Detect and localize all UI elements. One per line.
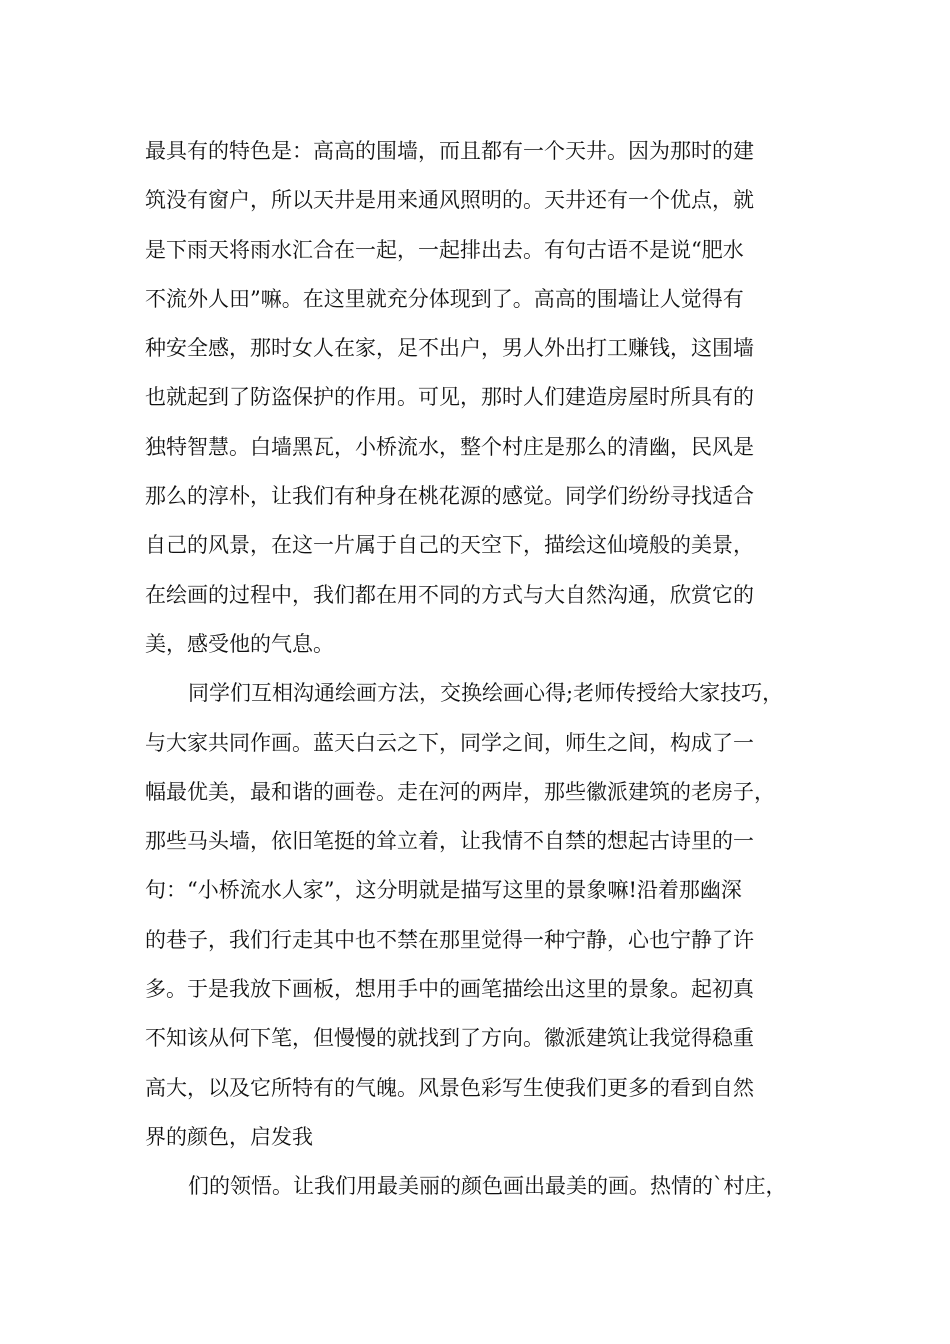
- text-line: 不知该从何下笔，但慢慢的就找到了方向。徽派建筑让我觉得稳重: [145, 1026, 754, 1051]
- text-line: 与大家共同作画。蓝天白云之下，同学之间，师生之间，构成了一: [145, 730, 754, 755]
- text-line: 是下雨天将雨水汇合在一起，一起排出去。有句古语不是说“肥水: [145, 237, 744, 262]
- document-body: [145, 127, 835, 1212]
- text-line: 那么的淳朴，让我们有种身在桃花源的感觉。同学们纷纷寻找适合: [145, 484, 754, 509]
- text-line: 独特智慧。白墙黑瓦，小桥流水，整个村庄是那么的清幽，民风是: [145, 434, 754, 459]
- text-line: 那些马头墙，依旧笔挺的耸立着，让我情不自禁的想起古诗里的一: [145, 829, 754, 854]
- text-line: 美，感受他的气息。: [145, 631, 334, 656]
- text-line: 在绘画的过程中，我们都在用不同的方式与大自然沟通，欣赏它的: [145, 582, 754, 607]
- text-line: 句：“小桥流水人家”，这分明就是描写这里的景象嘛!沿着那幽深: [145, 878, 742, 903]
- text-line: 高大，以及它所特有的气魄。风景色彩写生使我们更多的看到自然: [145, 1075, 754, 1100]
- text-line: 多。于是我放下画板，想用手中的画笔描绘出这里的景象。起初真: [145, 977, 754, 1002]
- text-line: 自己的风景，在这一片属于自己的天空下，描绘这仙境般的美景，: [145, 533, 754, 558]
- text-line: 也就起到了防盗保护的作用。可见，那时人们建造房屋时所具有的: [145, 385, 754, 410]
- text-line: 界的颜色，启发我: [145, 1124, 313, 1149]
- text-line: 不流外人田”嘛。在这里就充分体现到了。高高的围墙让人觉得有: [145, 286, 744, 311]
- text-line: 同学们互相沟通绘画方法，交换绘画心得;老师传授给大家技巧，: [188, 681, 784, 706]
- text-line: 种安全感，那时女人在家，足不出户，男人外出打工赚钱，这围墙: [145, 336, 754, 361]
- paragraph-2: [145, 669, 835, 1162]
- paragraph-1: [145, 127, 835, 669]
- text-line: 的巷子，我们行走其中也不禁在那里觉得一种宁静，心也宁静了许: [145, 927, 754, 952]
- text-line: 筑没有窗户，所以天井是用来通风照明的。天井还有一个优点，就: [145, 188, 754, 213]
- text-line: 最具有的特色是：高高的围墙，而且都有一个天井。因为那时的建: [145, 139, 754, 163]
- text-line: 幅最优美，最和谐的画卷。走在河的两岸，那些徽派建筑的老房子，: [145, 779, 775, 804]
- text-line: 们的领悟。让我们用最美丽的颜色画出最美的画。热情的`村庄，: [188, 1174, 787, 1199]
- paragraph-3: [145, 1162, 835, 1211]
